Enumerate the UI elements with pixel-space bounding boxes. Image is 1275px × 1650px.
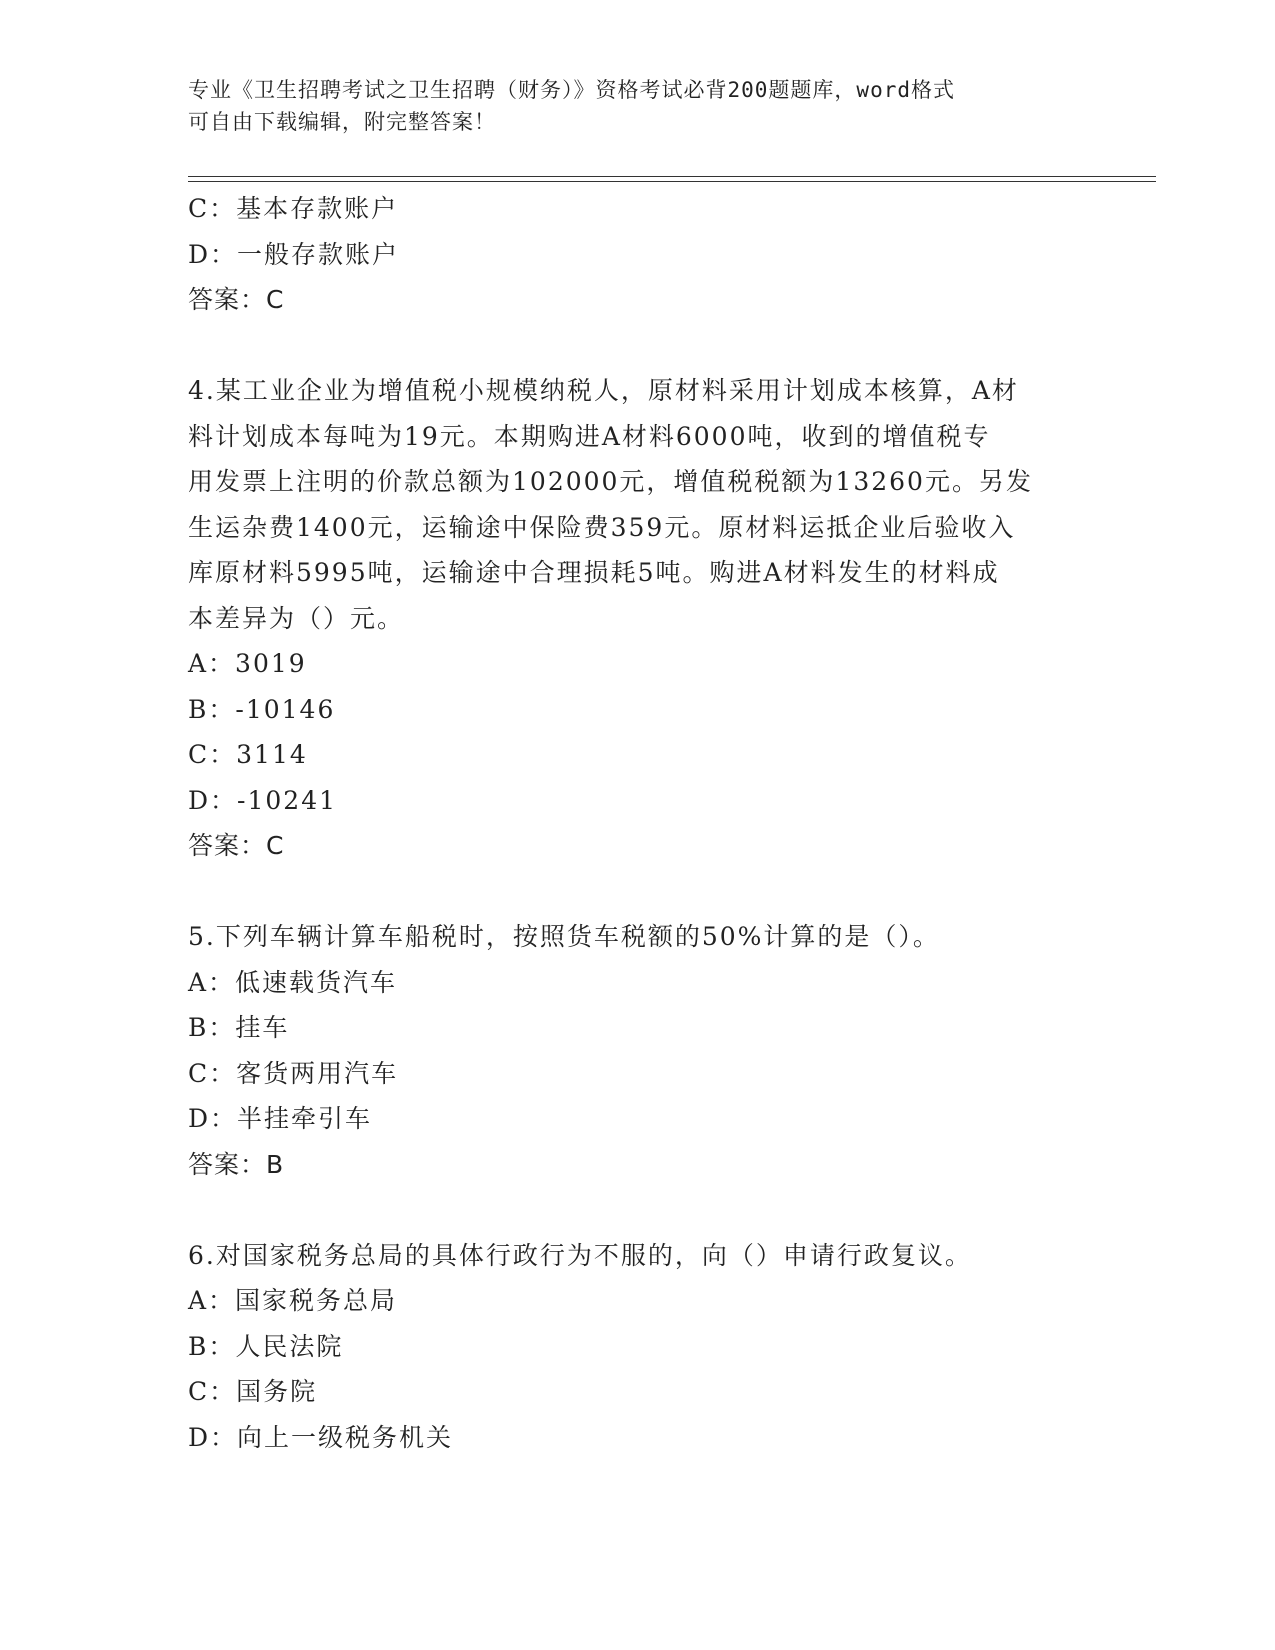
- q6-option-b: B：人民法院: [188, 1331, 344, 1361]
- q4-text-line-1: 4.某工业企业为增值税小规模纳税人，原材料采用计划成本核算，A材: [188, 376, 1019, 405]
- header-line-1: 专业《卫生招聘考试之卫生招聘（财务）》资格考试必背200题题库，word格式: [188, 78, 955, 102]
- document-body: [188, 186, 1088, 1460]
- q4-option-a: A：3019: [188, 649, 307, 678]
- q6-option-c: C：国务院: [188, 1377, 318, 1406]
- q4-text-line-4: 生运杂费1400元，运输途中保险费359元。原材料运抵企业后验收入: [188, 512, 1016, 542]
- q4-option-d: D：-10241: [188, 785, 338, 815]
- spacer: [188, 1187, 1088, 1233]
- question-6: [188, 1233, 1088, 1461]
- q3-option-d: D：一般存款账户: [188, 239, 400, 269]
- q4-answer: 答案：C: [188, 831, 285, 860]
- q6-question: 6.对国家税务总局的具体行政行为不服的，向（）申请行政复议。: [188, 1240, 972, 1270]
- header-rule-top: [188, 176, 1156, 177]
- q3-option-c: C：基本存款账户: [188, 194, 399, 223]
- q4-text-line-6: 本差异为（）元。: [188, 603, 405, 633]
- q4-text-line-5: 库原材料5995吨，运输途中合理损耗5吨。购进A材料发生的材料成: [188, 558, 1000, 587]
- question-3-tail: [188, 186, 1088, 323]
- q5-option-b: B：挂车: [188, 1013, 290, 1042]
- q5-option-d: D：半挂牵引车: [188, 1104, 373, 1133]
- q6-option-a: A：国家税务总局: [188, 1286, 398, 1315]
- q5-question: 5.下列车辆计算车船税时，按照货车税额的50%计算的是（）。: [188, 922, 940, 951]
- question-4: [188, 368, 1088, 869]
- header-line-2: 可自由下载编辑，附完整答案！: [188, 110, 496, 134]
- q4-text-line-2: 料计划成本每吨为19元。本期购进A材料6000吨，收到的增值税专: [188, 421, 991, 451]
- q4-text-line-3: 用发票上注明的价款总额为102000元，增值税税额为13260元。另发: [188, 467, 1033, 496]
- question-5: [188, 914, 1088, 1187]
- q4-option-c: C：3114: [188, 740, 308, 769]
- header-rule-bottom: [188, 181, 1156, 182]
- q5-answer: 答案：B: [188, 1149, 285, 1179]
- q4-option-b: B：-10146: [188, 694, 336, 724]
- q5-option-c: C：客货两用汽车: [188, 1058, 399, 1088]
- q5-option-a: A：低速载货汽车: [188, 967, 398, 997]
- spacer: [188, 323, 1088, 369]
- document-header: [188, 74, 1088, 138]
- q6-option-d: D：向上一级税务机关: [188, 1422, 454, 1452]
- q3-answer: 答案：C: [188, 285, 285, 314]
- spacer: [188, 869, 1088, 915]
